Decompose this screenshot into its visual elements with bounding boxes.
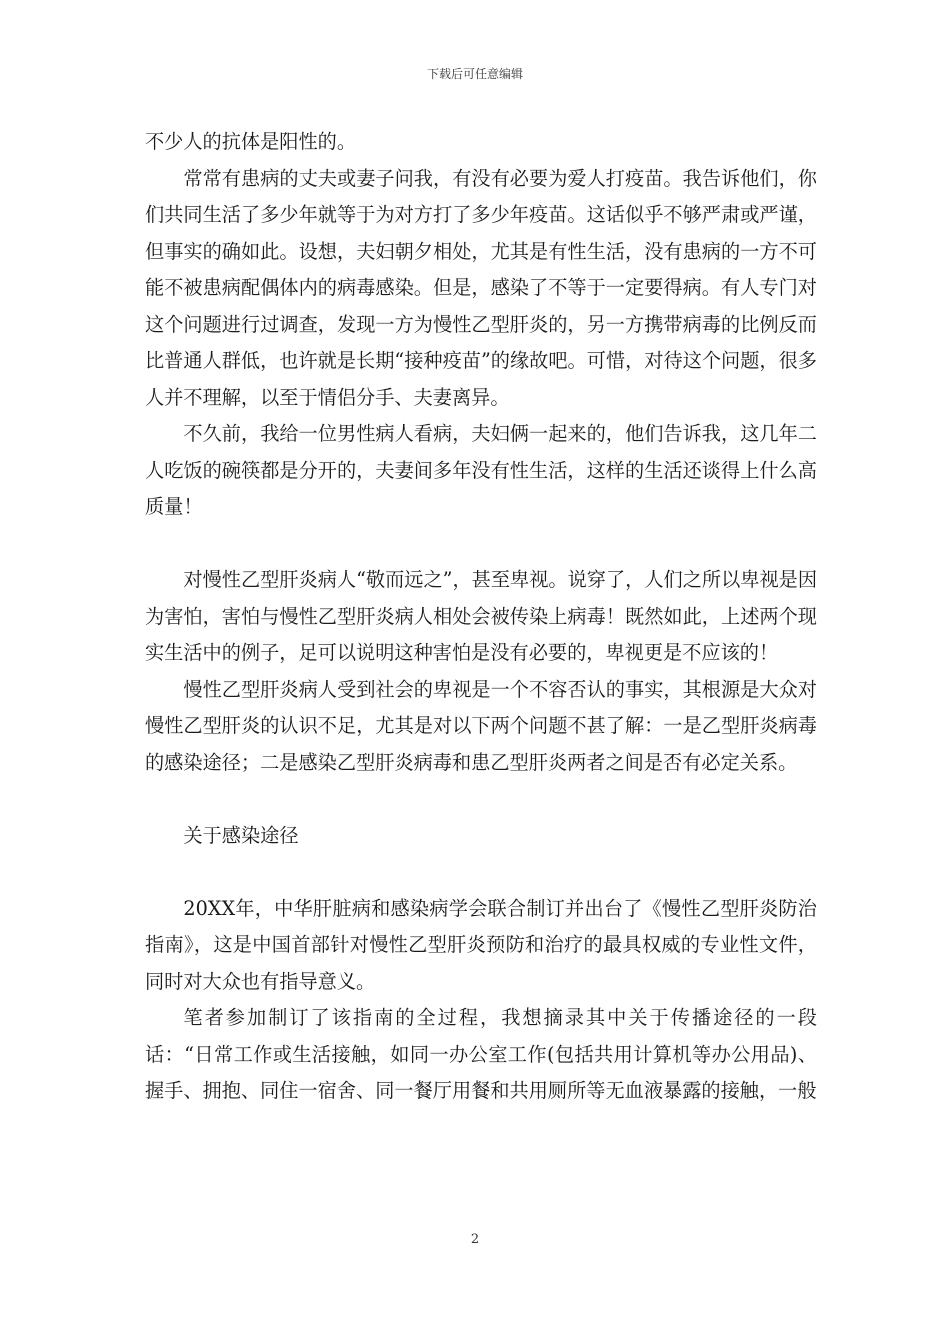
page-header: 下载后可任意编辑	[426, 67, 523, 81]
paragraph-1: 不少人的抗体是阳性的。	[145, 130, 357, 153]
document-body	[145, 124, 817, 1110]
paragraph-2: 常常有患病的丈夫或妻子问我，有没有必要为爱人打疫苗。我告诉他们，你们共同生活了多少年就等于为对方打了多少年疫苗。这话似乎不够严肃或严谨，但事实的确如此。设想，夫妇朝夕相处，尤其是有性生活，没有患病的一方不可能不被患病配偶体内的病毒感染。但是，感染了不等于一定要得病。有人专门对这个问题进行过调查，发现一方为慢性乙型肝炎的，另一方携带病毒的比例反而比普通人群低，也许就是长期“接种疫苗”的缘故吧。可惜，对待这个问题，很多人并不理解，以至于情侣分手、夫妻离异。	[145, 166, 817, 409]
section-heading: 关于感染途径	[183, 823, 299, 847]
paragraph-7: 笔者参加制订了该指南的全过程，我想摘录其中关于传播途径的一段话：“日常工作或生活接触，如同一办公室工作(包括共用计算机等办公用品)、握手、拥抱、同住一宿舍、同一餐厅用餐和共用厕所等无血液暴露的接触，一般	[145, 1006, 817, 1102]
blank-line	[145, 781, 817, 818]
page-number: 2	[470, 1232, 480, 1247]
blank-line	[145, 854, 817, 891]
paragraph-4: 对慢性乙型肝炎病人“敬而远之”，甚至卑视。说穿了，人们之所以卑视是因为害怕，害怕与慢性乙型肝炎病人相处会被传染上病毒！既然如此，上述两个现实生活中的例子，足可以说明这种害怕是没有必要的，卑视更是不应该的！	[145, 568, 818, 664]
paragraph-5: 慢性乙型肝炎病人受到社会的卑视是一个不容否认的事实，其根源是大众对慢性乙型肝炎的认识不足，尤其是对以下两个问题不甚了解：一是乙型肝炎病毒的感染途径；二是感染乙型肝炎病毒和患乙型肝炎两者之间是否有必定关系。	[145, 677, 817, 774]
paragraph-6: 20XX年，中华肝脏病和感染病学会联合制订并出台了《慢性乙型肝炎防治指南》，这是中国首部针对慢性乙型肝炎预防和治疗的最具权威的专业性文件，同时对大众也有指导意义。	[145, 896, 817, 993]
paragraph-3: 不久前，我给一位男性病人看病，夫妇俩一起来的，他们告诉我，这几年二人吃饭的碗筷都是分开的，夫妻间多年没有性生活，这样的生活还谈得上什么高质量！	[145, 422, 817, 518]
blank-line	[145, 526, 817, 563]
